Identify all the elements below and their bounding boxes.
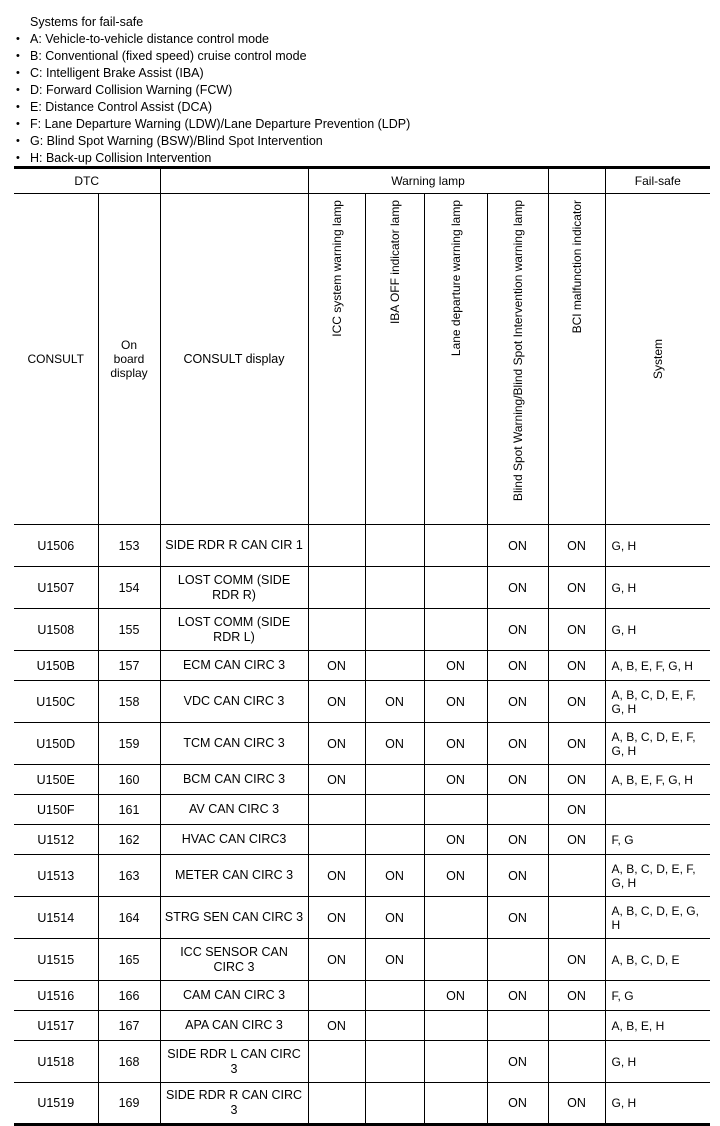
cell-blind-spot-warning-lamp: ON	[487, 897, 548, 939]
cell-lane-departure-warning-lamp	[424, 1083, 487, 1125]
col-header-bci-malfunction-indicator-text: BCI malfunction indicator	[569, 200, 584, 334]
cell-consult-dtc: U150D	[14, 723, 98, 765]
cell-on-board-display: 164	[98, 897, 160, 939]
legend-bullet-icon: •	[16, 50, 20, 62]
cell-iba-off-indicator-lamp: ON	[365, 681, 424, 723]
cell-bci-malfunction-indicator: ON	[548, 723, 605, 765]
cell-on-board-display: 155	[98, 609, 160, 651]
cell-lane-departure-warning-lamp	[424, 1011, 487, 1041]
cell-lane-departure-warning-lamp: ON	[424, 855, 487, 897]
group-header-fail-safe: Fail-safe	[605, 168, 710, 194]
legend-item	[0, 31, 720, 48]
cell-consult-dtc: U1508	[14, 609, 98, 651]
cell-blind-spot-warning-lamp: ON	[487, 855, 548, 897]
cell-consult-dtc: U1513	[14, 855, 98, 897]
legend-title: Systems for fail-safe	[30, 15, 144, 29]
cell-blind-spot-warning-lamp: ON	[487, 567, 548, 609]
legend-item	[0, 150, 720, 167]
legend-bullet-icon: •	[16, 152, 20, 164]
legend-item	[0, 99, 720, 116]
legend-list	[0, 31, 720, 167]
cell-fail-safe-system: A, B, C, D, E, F, G, H	[605, 855, 710, 897]
col-header-iba-off-indicator-lamp-text: IBA OFF indicator lamp	[387, 200, 402, 325]
cell-on-board-display: 154	[98, 567, 160, 609]
cell-blind-spot-warning-lamp	[487, 795, 548, 825]
cell-blind-spot-warning-lamp: ON	[487, 981, 548, 1011]
cell-fail-safe-system: G, H	[605, 1083, 710, 1125]
cell-bci-malfunction-indicator	[548, 1011, 605, 1041]
col-header-system	[605, 194, 710, 525]
cell-consult-display: HVAC CAN CIRC3	[160, 825, 308, 855]
legend-bullet-icon: •	[16, 33, 20, 45]
cell-consult-display: TCM CAN CIRC 3	[160, 723, 308, 765]
cell-consult-display: APA CAN CIRC 3	[160, 1011, 308, 1041]
cell-consult-dtc: U150B	[14, 651, 98, 681]
legend-item-label: H: Back-up Collision Intervention	[30, 151, 212, 165]
col-header-system-text: System	[650, 338, 665, 379]
cell-fail-safe-system: A, B, C, D, E, G, H	[605, 897, 710, 939]
cell-consult-display: SIDE RDR L CAN CIRC 3	[160, 1041, 308, 1083]
cell-blind-spot-warning-lamp: ON	[487, 609, 548, 651]
fail-safe-systems-legend	[0, 14, 720, 167]
table-row	[14, 609, 710, 651]
cell-iba-off-indicator-lamp	[365, 1083, 424, 1125]
cell-on-board-display: 161	[98, 795, 160, 825]
cell-blind-spot-warning-lamp: ON	[487, 825, 548, 855]
cell-consult-dtc: U1516	[14, 981, 98, 1011]
cell-on-board-display: 157	[98, 651, 160, 681]
cell-bci-malfunction-indicator: ON	[548, 1083, 605, 1125]
cell-fail-safe-system: A, B, C, D, E, F, G, H	[605, 681, 710, 723]
legend-item	[0, 116, 720, 133]
cell-icc-system-warning-lamp	[308, 825, 365, 855]
cell-fail-safe-system: G, H	[605, 1041, 710, 1083]
cell-lane-departure-warning-lamp	[424, 795, 487, 825]
group-header-warning-lamp: Warning lamp	[308, 168, 548, 194]
cell-on-board-display: 163	[98, 855, 160, 897]
cell-consult-display: STRG SEN CAN CIRC 3	[160, 897, 308, 939]
col-header-lane-departure-warning-lamp	[424, 194, 487, 525]
table-row	[14, 525, 710, 567]
col-header-blind-spot-warning-lamp	[487, 194, 548, 525]
cell-iba-off-indicator-lamp	[365, 1011, 424, 1041]
table-row	[14, 1011, 710, 1041]
cell-bci-malfunction-indicator: ON	[548, 795, 605, 825]
cell-lane-departure-warning-lamp	[424, 609, 487, 651]
cell-iba-off-indicator-lamp	[365, 825, 424, 855]
legend-item-label: A: Vehicle-to-vehicle distance control mode	[30, 32, 270, 46]
col-header-consult-display	[160, 194, 308, 525]
cell-on-board-display: 167	[98, 1011, 160, 1041]
legend-item-label: D: Forward Collision Warning (FCW)	[30, 83, 233, 97]
cell-bci-malfunction-indicator: ON	[548, 765, 605, 795]
cell-icc-system-warning-lamp	[308, 981, 365, 1011]
cell-consult-display: LOST COMM (SIDE RDR L)	[160, 609, 308, 651]
col-header-on-board-display-line3: display	[110, 366, 148, 380]
col-header-on-board-display	[98, 194, 160, 525]
cell-blind-spot-warning-lamp: ON	[487, 651, 548, 681]
cell-fail-safe-system: A, B, C, D, E	[605, 939, 710, 981]
cell-bci-malfunction-indicator: ON	[548, 825, 605, 855]
cell-iba-off-indicator-lamp	[365, 795, 424, 825]
cell-bci-malfunction-indicator: ON	[548, 981, 605, 1011]
cell-fail-safe-system: G, H	[605, 525, 710, 567]
cell-lane-departure-warning-lamp	[424, 525, 487, 567]
cell-blind-spot-warning-lamp	[487, 939, 548, 981]
cell-icc-system-warning-lamp: ON	[308, 765, 365, 795]
legend-bullet-icon: •	[16, 135, 20, 147]
cell-blind-spot-warning-lamp: ON	[487, 1083, 548, 1125]
cell-icc-system-warning-lamp: ON	[308, 897, 365, 939]
cell-consult-dtc: U1515	[14, 939, 98, 981]
cell-bci-malfunction-indicator	[548, 855, 605, 897]
cell-on-board-display: 159	[98, 723, 160, 765]
cell-on-board-display: 162	[98, 825, 160, 855]
dtc-index-table	[14, 166, 710, 1126]
cell-icc-system-warning-lamp	[308, 525, 365, 567]
table-row	[14, 681, 710, 723]
cell-iba-off-indicator-lamp	[365, 651, 424, 681]
cell-icc-system-warning-lamp	[308, 1041, 365, 1083]
cell-fail-safe-system: G, H	[605, 609, 710, 651]
cell-blind-spot-warning-lamp: ON	[487, 765, 548, 795]
cell-fail-safe-system: G, H	[605, 567, 710, 609]
cell-consult-display: ECM CAN CIRC 3	[160, 651, 308, 681]
col-header-on-board-display-line2: board	[113, 352, 145, 366]
cell-consult-display: SIDE RDR R CAN CIRC 3	[160, 1083, 308, 1125]
cell-blind-spot-warning-lamp	[487, 1011, 548, 1041]
table-row	[14, 1083, 710, 1125]
cell-on-board-display: 168	[98, 1041, 160, 1083]
cell-iba-off-indicator-lamp: ON	[365, 855, 424, 897]
col-header-lane-departure-warning-lamp-text: Lane departure warning lamp	[448, 200, 463, 357]
cell-blind-spot-warning-lamp: ON	[487, 1041, 548, 1083]
legend-item	[0, 65, 720, 82]
cell-bci-malfunction-indicator: ON	[548, 651, 605, 681]
cell-on-board-display: 169	[98, 1083, 160, 1125]
cell-on-board-display: 160	[98, 765, 160, 795]
col-header-icc-system-warning-lamp	[308, 194, 365, 525]
cell-consult-dtc: U150E	[14, 765, 98, 795]
cell-blind-spot-warning-lamp: ON	[487, 681, 548, 723]
cell-on-board-display: 165	[98, 939, 160, 981]
table-row	[14, 981, 710, 1011]
cell-consult-dtc: U1512	[14, 825, 98, 855]
cell-consult-dtc: U1517	[14, 1011, 98, 1041]
legend-item	[0, 82, 720, 99]
cell-on-board-display: 166	[98, 981, 160, 1011]
table-row	[14, 939, 710, 981]
table-row	[14, 855, 710, 897]
table-row	[14, 765, 710, 795]
cell-lane-departure-warning-lamp: ON	[424, 681, 487, 723]
table-row	[14, 795, 710, 825]
cell-bci-malfunction-indicator: ON	[548, 567, 605, 609]
table-column-header-row	[14, 194, 710, 525]
col-header-on-board-display-line1: On	[121, 338, 138, 352]
group-header-dtc: DTC	[14, 168, 160, 194]
cell-fail-safe-system: A, B, C, D, E, F, G, H	[605, 723, 710, 765]
cell-blind-spot-warning-lamp: ON	[487, 723, 548, 765]
cell-consult-display: VDC CAN CIRC 3	[160, 681, 308, 723]
cell-lane-departure-warning-lamp	[424, 1041, 487, 1083]
cell-iba-off-indicator-lamp	[365, 609, 424, 651]
legend-bullet-icon: •	[16, 67, 20, 79]
group-header-spacer-bci	[548, 168, 605, 194]
cell-fail-safe-system: F, G	[605, 825, 710, 855]
cell-consult-display: SIDE RDR R CAN CIR 1	[160, 525, 308, 567]
cell-bci-malfunction-indicator: ON	[548, 609, 605, 651]
cell-icc-system-warning-lamp	[308, 1083, 365, 1125]
cell-iba-off-indicator-lamp: ON	[365, 939, 424, 981]
legend-bullet-icon: •	[16, 118, 20, 130]
legend-item-label: B: Conventional (fixed speed) cruise control mode	[30, 49, 307, 63]
cell-icc-system-warning-lamp: ON	[308, 723, 365, 765]
table-group-header-row	[14, 168, 710, 194]
cell-consult-dtc: U1519	[14, 1083, 98, 1125]
legend-item-label: C: Intelligent Brake Assist (IBA)	[30, 66, 204, 80]
cell-iba-off-indicator-lamp	[365, 567, 424, 609]
legend-item-label: E: Distance Control Assist (DCA)	[30, 100, 212, 114]
cell-fail-safe-system: A, B, E, H	[605, 1011, 710, 1041]
cell-bci-malfunction-indicator: ON	[548, 525, 605, 567]
legend-bullet-icon: •	[16, 84, 20, 96]
cell-fail-safe-system: A, B, E, F, G, H	[605, 765, 710, 795]
cell-icc-system-warning-lamp	[308, 567, 365, 609]
cell-icc-system-warning-lamp: ON	[308, 855, 365, 897]
cell-on-board-display: 158	[98, 681, 160, 723]
cell-consult-dtc: U150F	[14, 795, 98, 825]
cell-lane-departure-warning-lamp	[424, 897, 487, 939]
cell-icc-system-warning-lamp: ON	[308, 939, 365, 981]
cell-icc-system-warning-lamp	[308, 795, 365, 825]
cell-consult-dtc: U1507	[14, 567, 98, 609]
cell-iba-off-indicator-lamp	[365, 525, 424, 567]
cell-fail-safe-system: F, G	[605, 981, 710, 1011]
table-row	[14, 897, 710, 939]
col-header-consult-display-text: CONSULT display	[183, 352, 285, 366]
cell-on-board-display: 153	[98, 525, 160, 567]
col-header-bci-malfunction-indicator	[548, 194, 605, 525]
table-row	[14, 1041, 710, 1083]
cell-consult-dtc: U1514	[14, 897, 98, 939]
cell-fail-safe-system: A, B, E, F, G, H	[605, 651, 710, 681]
cell-fail-safe-system	[605, 795, 710, 825]
legend-item-label: G: Blind Spot Warning (BSW)/Blind Spot Intervention	[30, 134, 323, 148]
table-row	[14, 567, 710, 609]
legend-item	[0, 48, 720, 65]
cell-bci-malfunction-indicator	[548, 1041, 605, 1083]
table-row	[14, 723, 710, 765]
cell-iba-off-indicator-lamp	[365, 765, 424, 795]
cell-consult-dtc: U1506	[14, 525, 98, 567]
legend-item	[0, 133, 720, 150]
cell-icc-system-warning-lamp: ON	[308, 651, 365, 681]
cell-consult-dtc: U1518	[14, 1041, 98, 1083]
legend-item-label: F: Lane Departure Warning (LDW)/Lane Departure Prevention (LDP)	[30, 117, 411, 131]
cell-bci-malfunction-indicator: ON	[548, 939, 605, 981]
cell-consult-display: BCM CAN CIRC 3	[160, 765, 308, 795]
cell-lane-departure-warning-lamp	[424, 939, 487, 981]
col-header-iba-off-indicator-lamp	[365, 194, 424, 525]
cell-consult-display: LOST COMM (SIDE RDR R)	[160, 567, 308, 609]
cell-lane-departure-warning-lamp: ON	[424, 651, 487, 681]
cell-lane-departure-warning-lamp: ON	[424, 723, 487, 765]
cell-icc-system-warning-lamp	[308, 609, 365, 651]
cell-lane-departure-warning-lamp: ON	[424, 825, 487, 855]
cell-blind-spot-warning-lamp: ON	[487, 525, 548, 567]
cell-consult-display: METER CAN CIRC 3	[160, 855, 308, 897]
cell-consult-display: ICC SENSOR CAN CIRC 3	[160, 939, 308, 981]
cell-icc-system-warning-lamp: ON	[308, 1011, 365, 1041]
cell-consult-dtc: U150C	[14, 681, 98, 723]
cell-lane-departure-warning-lamp	[424, 567, 487, 609]
group-header-spacer-consult-display	[160, 168, 308, 194]
col-header-blind-spot-warning-lamp-text: Blind Spot Warning/Blind Spot Intervention warning lamp	[510, 200, 525, 502]
table-row	[14, 651, 710, 681]
cell-bci-malfunction-indicator: ON	[548, 681, 605, 723]
cell-icc-system-warning-lamp: ON	[308, 681, 365, 723]
col-header-consult: CONSULT	[14, 194, 98, 525]
col-header-icc-system-warning-lamp-text: ICC system warning lamp	[329, 200, 344, 337]
cell-consult-display: CAM CAN CIRC 3	[160, 981, 308, 1011]
legend-bullet-icon: •	[16, 101, 20, 113]
cell-bci-malfunction-indicator	[548, 897, 605, 939]
cell-consult-display: AV CAN CIRC 3	[160, 795, 308, 825]
cell-iba-off-indicator-lamp	[365, 1041, 424, 1083]
cell-iba-off-indicator-lamp: ON	[365, 723, 424, 765]
cell-lane-departure-warning-lamp: ON	[424, 765, 487, 795]
cell-iba-off-indicator-lamp	[365, 981, 424, 1011]
cell-lane-departure-warning-lamp: ON	[424, 981, 487, 1011]
cell-iba-off-indicator-lamp: ON	[365, 897, 424, 939]
table-row	[14, 825, 710, 855]
